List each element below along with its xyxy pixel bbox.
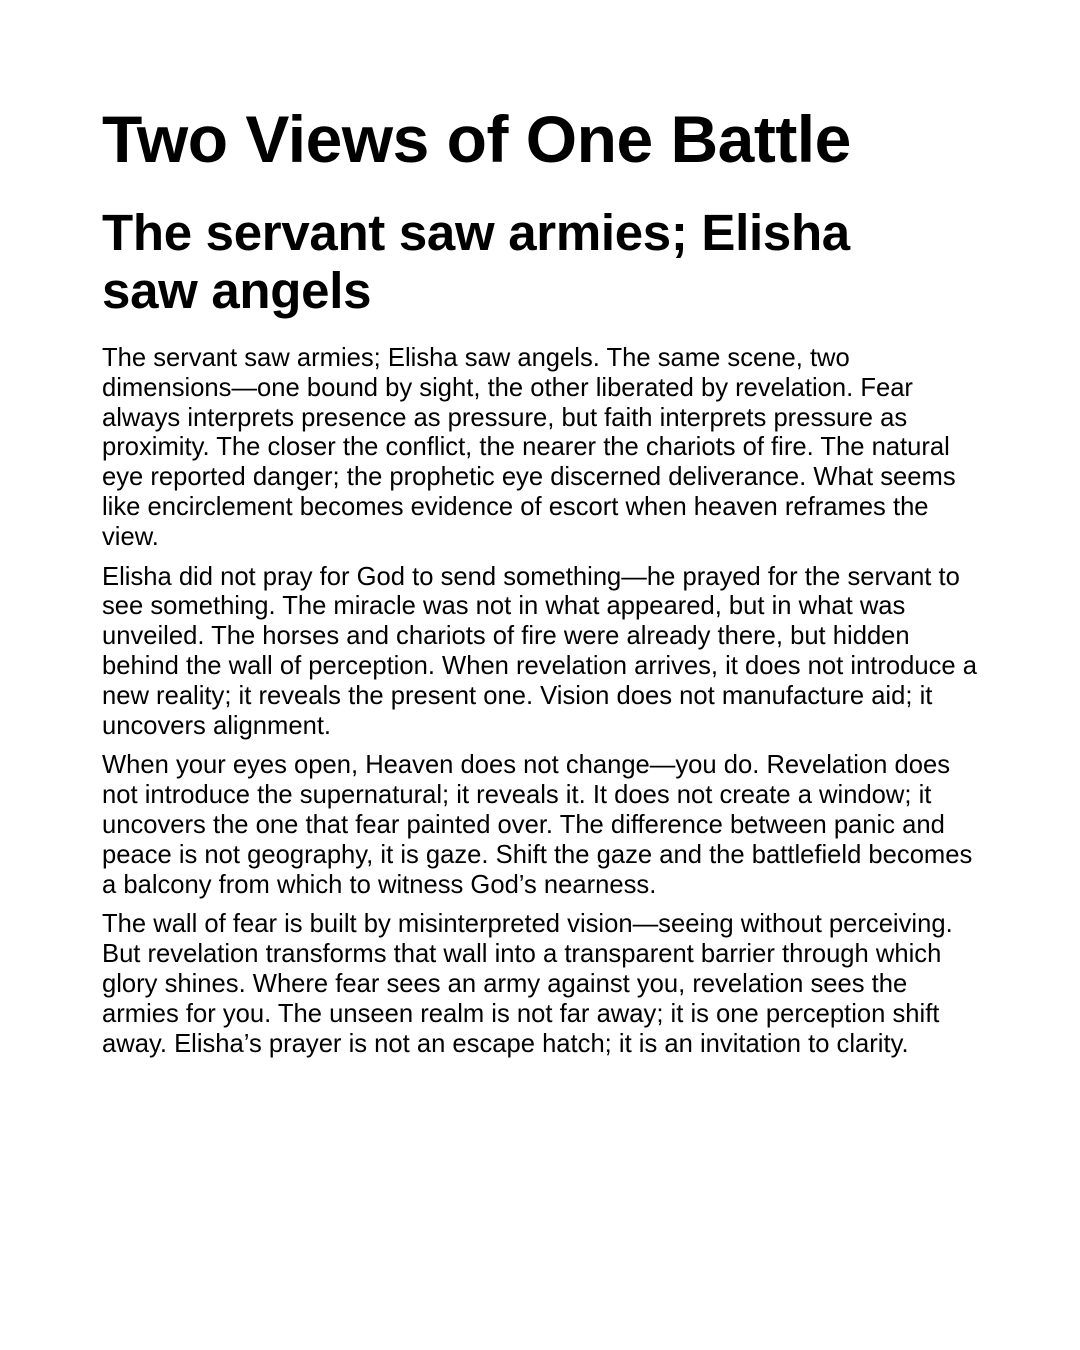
page-title: Two Views of One Battle [102, 102, 851, 176]
paragraph-4: The wall of fear is built by misinterpreted vision—seeing without perceiving. But revelation transforms that wall into a transparent barrier through which glory shines. Where fear sees an army against you, revelation sees the armies for you. The unseen realm is not far away; it is one perception shift away. Elisha’s prayer is not an escape hatch; it is an invitation to clarity. [102, 910, 953, 1058]
paragraph-3: When your eyes open, Heaven does not change—you do. Revelation does not introduce the supernatural; it reveals it. It does not create a window; it uncovers the one that fear painted over. The difference between panic and peace is not geography, it is gaze. Shift the gaze and the battlefield becomes a balcony from which to witness God’s nearness. [102, 751, 973, 899]
paragraph-2: Elisha did not pray for God to send something—he prayed for the servant to see something. The miracle was not in what appeared, but in what was unveiled. The horses and chariots of fire were already there, but hidden behind the wall of perception. When revelation arrives, it does not introduce a new reality; it reveals the present one. Vision does not manufacture aid; it uncovers alignment. [102, 562, 977, 740]
document-page [102, 100, 982, 1069]
paragraph-1: The servant saw armies; Elisha saw angels. The same scene, two dimensions—one bound by sight, the other liberated by revelation. Fear always interprets presence as pressure, but faith interprets pressure as proximity. The closer the conflict, the nearer the chariots of fire. The natural eye reported danger; the prophetic eye discerned deliverance. What seems like encirclement becomes evidence of escort when heaven reframes the view. [102, 344, 956, 551]
page-subtitle: The servant saw armies; Elisha saw angels [102, 204, 850, 319]
article-body [102, 344, 982, 1059]
